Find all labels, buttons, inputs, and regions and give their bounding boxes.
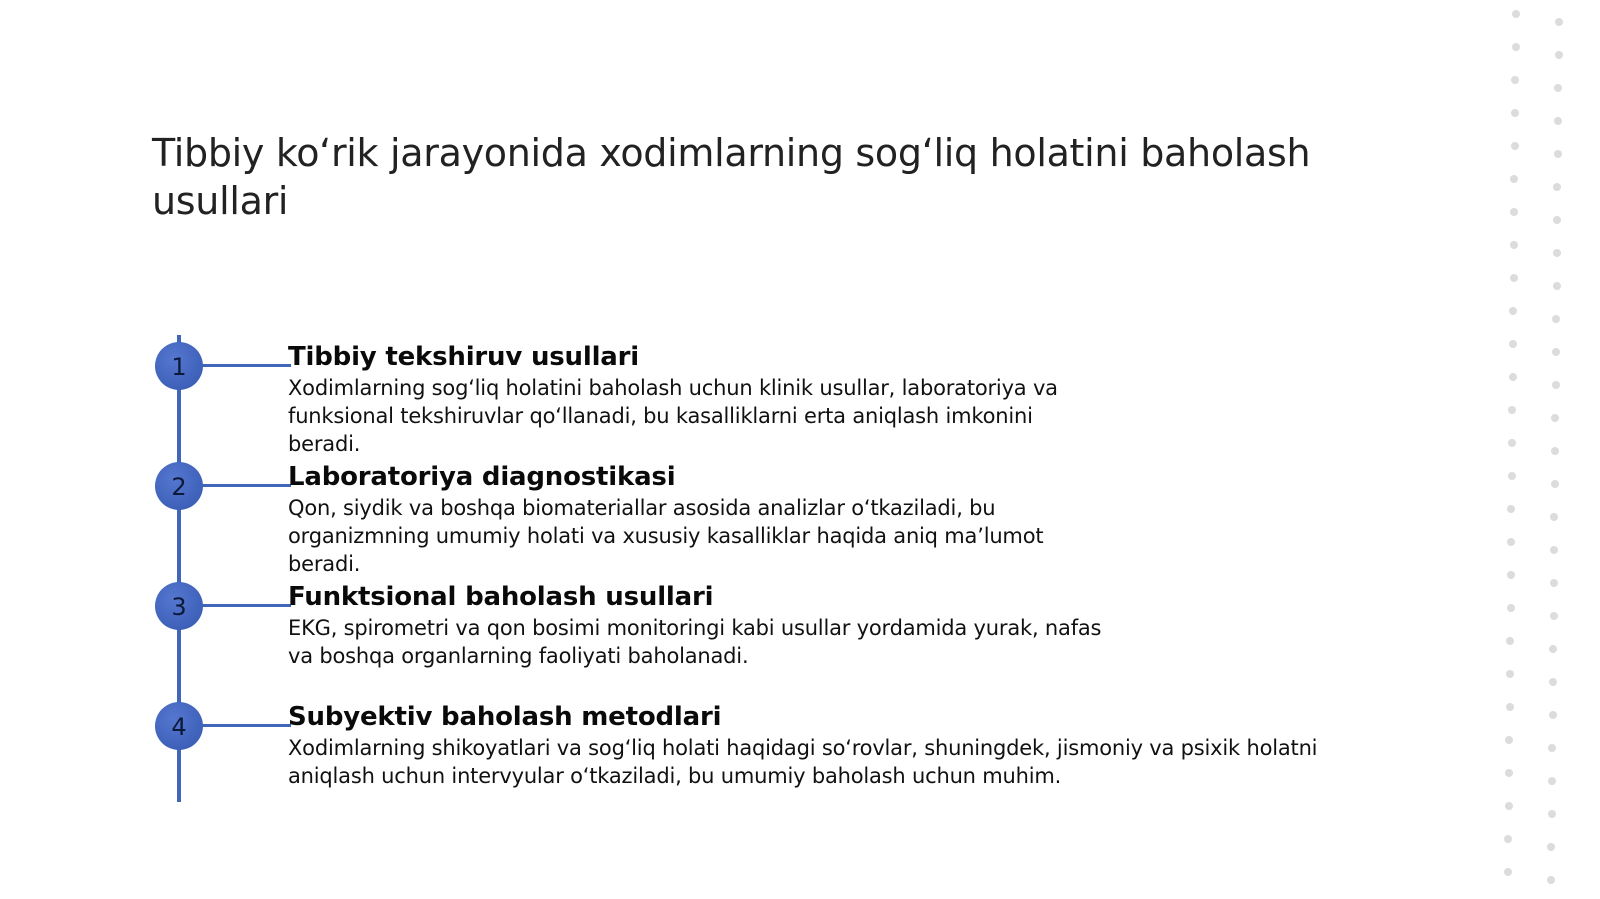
decorative-dot <box>1505 802 1513 810</box>
decorative-dot <box>1508 406 1516 414</box>
step-heading: Tibbiy tekshiruv usullari <box>288 342 639 372</box>
decorative-dot <box>1555 18 1563 26</box>
decorative-dot <box>1552 348 1560 356</box>
decorative-dot <box>1512 10 1520 18</box>
step-number-badge: 1 <box>155 342 203 390</box>
step-description: EKG, spirometri va qon bosimi monitoringi kabi usullar yordamida yurak, nafas va boshqa organlarning faoliyati baholanadi. <box>288 616 1102 668</box>
decorative-dot <box>1510 241 1518 249</box>
decorative-dot <box>1551 480 1559 488</box>
step-heading: Subyektiv baholash metodlari <box>288 702 722 732</box>
decorative-dot <box>1510 208 1518 216</box>
decorative-dot <box>1549 678 1557 686</box>
decorative-dot <box>1547 876 1555 884</box>
decorative-dot <box>1553 216 1561 224</box>
step-description: Xodimlarning sogʻliq holatini baholash uchun klinik usullar, laboratoriya va funksional tekshiruvlar qoʻllanadi, bu kasalliklarni erta aniqlash imkonini beradi. <box>288 376 1058 456</box>
decorative-dot <box>1554 84 1562 92</box>
decorative-dot <box>1552 315 1560 323</box>
decorative-dot <box>1506 670 1514 678</box>
timeline-step-4 <box>155 700 1395 810</box>
decorative-dot <box>1512 43 1520 51</box>
decorative-dot <box>1547 843 1555 851</box>
decorative-dot <box>1549 711 1557 719</box>
decorative-dot <box>1511 76 1519 84</box>
timeline-step-1 <box>155 340 1395 456</box>
timeline-step-3 <box>155 580 1395 690</box>
decorative-dot <box>1504 868 1512 876</box>
decorative-dot <box>1510 175 1518 183</box>
decorative-dot <box>1553 183 1561 191</box>
decorative-dot <box>1551 447 1559 455</box>
step-heading: Funktsional baholash usullari <box>288 582 714 612</box>
decorative-dot <box>1505 769 1513 777</box>
step-description: Xodimlarning shikoyatlari va sogʻliq holati haqidagi soʻrovlar, shuningdek, jismoniy va psixik holatni aniqlash uchun intervyular oʻtkaziladi, bu umumiy baholash uchun muhim. <box>288 736 1318 788</box>
step-number-badge: 4 <box>155 702 203 750</box>
decorative-dot <box>1550 513 1558 521</box>
decorative-dot <box>1507 604 1515 612</box>
decorative-dot <box>1511 142 1519 150</box>
decorative-dot <box>1553 249 1561 257</box>
decorative-dot <box>1504 835 1512 843</box>
decorative-dot <box>1506 637 1514 645</box>
timeline-step-2 <box>155 460 1395 576</box>
step-connector <box>201 604 291 607</box>
decorative-dot <box>1508 472 1516 480</box>
step-number-badge: 2 <box>155 462 203 510</box>
decorative-dot-pattern <box>1440 0 1600 899</box>
step-number-badge: 3 <box>155 582 203 630</box>
step-connector <box>201 484 291 487</box>
decorative-dot <box>1548 744 1556 752</box>
decorative-dot <box>1550 612 1558 620</box>
decorative-dot <box>1509 373 1517 381</box>
decorative-dot <box>1507 571 1515 579</box>
decorative-dot <box>1553 282 1561 290</box>
decorative-dot <box>1550 546 1558 554</box>
decorative-dot <box>1550 579 1558 587</box>
step-connector <box>201 364 291 367</box>
decorative-dot <box>1554 117 1562 125</box>
decorative-dot <box>1510 274 1518 282</box>
decorative-dot <box>1507 538 1515 546</box>
decorative-dot <box>1549 645 1557 653</box>
decorative-dot <box>1508 439 1516 447</box>
decorative-dot <box>1511 109 1519 117</box>
step-heading: Laboratoriya diagnostikasi <box>288 462 676 492</box>
decorative-dot <box>1548 810 1556 818</box>
slide-title: Tibbiy koʻrik jarayonida xodimlarning sogʻliq holatini baholash usullari <box>152 131 1311 224</box>
decorative-dot <box>1509 307 1517 315</box>
decorative-dot <box>1551 414 1559 422</box>
decorative-dot <box>1555 51 1563 59</box>
decorative-dot <box>1507 505 1515 513</box>
decorative-dot <box>1505 736 1513 744</box>
decorative-dot <box>1554 150 1562 158</box>
decorative-dot <box>1509 340 1517 348</box>
step-connector <box>201 724 291 727</box>
decorative-dot <box>1552 381 1560 389</box>
decorative-dot <box>1506 703 1514 711</box>
step-description: Qon, siydik va boshqa biomateriallar asosida analizlar oʻtkaziladi, bu organizmning umumiy holati va xususiy kasalliklar haqida aniq maʼlumot beradi. <box>288 496 1044 576</box>
decorative-dot <box>1548 777 1556 785</box>
